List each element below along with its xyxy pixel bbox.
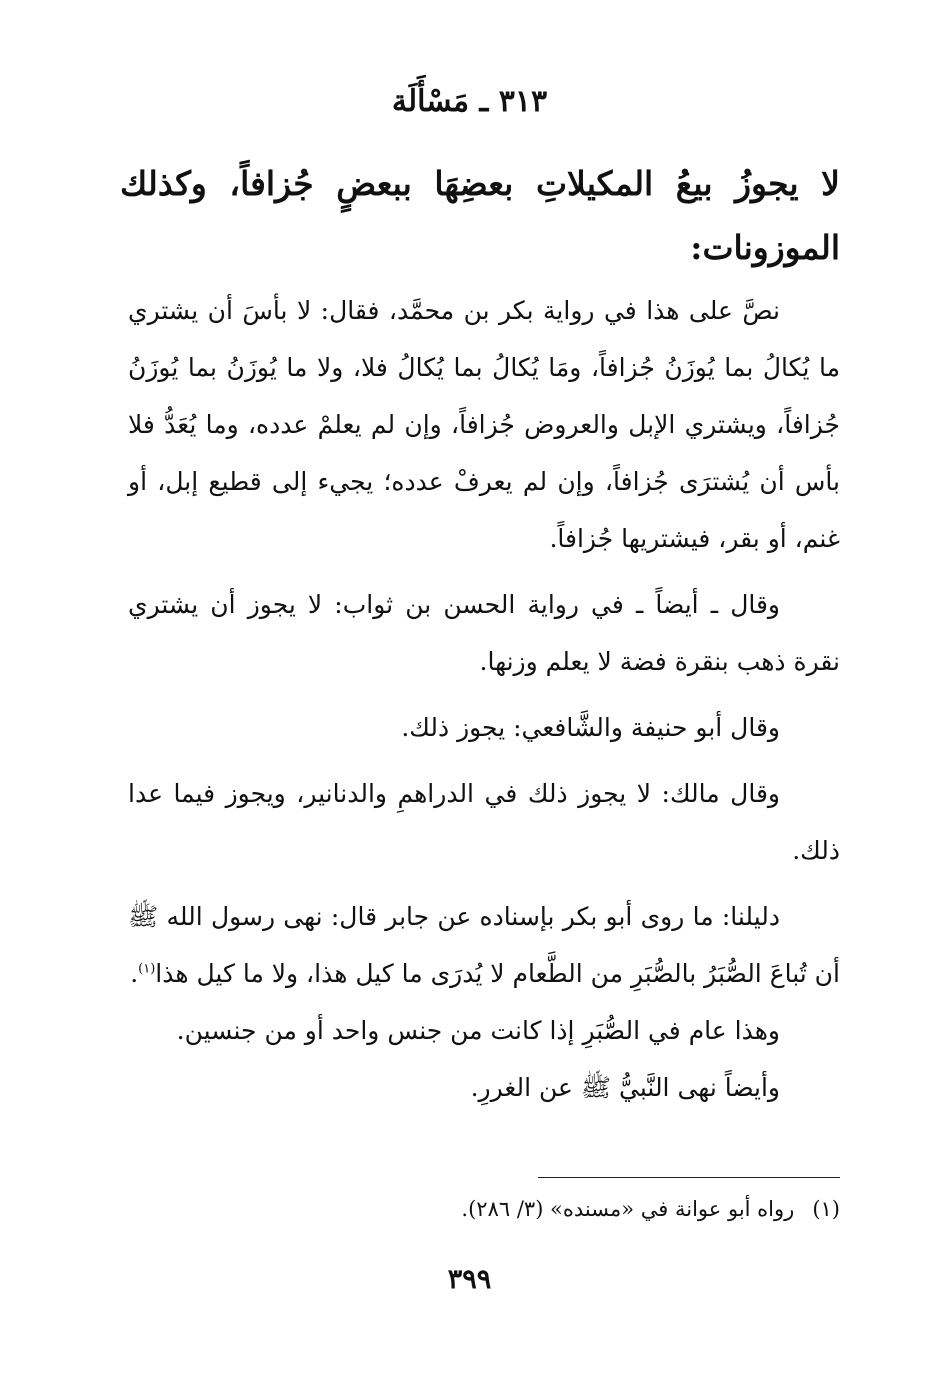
body-text [128, 282, 840, 1116]
issue-heading: ٣١٣ ـ مَسْأَلَة [391, 84, 548, 119]
footnote-divider [538, 1177, 840, 1178]
paragraph-6: وهذا عام في الصُّبَرِ إذا كانت من جنس واحد أو من جنسين. [176, 1016, 780, 1045]
paragraph-5-end: . [130, 959, 139, 988]
footnote-number: (١) [812, 1197, 840, 1221]
paragraph-1: نصَّ على هذا في رواية بكر بن محمَّد، فقال: لا بأسَ أن يشتري ما يُكالُ بما يُوزَنُ جُزافاً، ومَا يُكالُ بما يُكالُ فلا، ولا ما يُوزَنُ بما يُوزَنُ جُزافاً، ويشتري الإبل والعروض جُزافاً، وإن لم يعلمْ عدده، وما يُعَدُّ فلا بأس أن يُشترَى جُزافاً، وإن لم يعرفْ عدده؛ يجيء إلى قطيع إبل، أو غنم، أو بقر، فيشتريها جُزافاً. [128, 296, 840, 553]
paragraph-5 [128, 888, 840, 1002]
footnote-reference: (١) [138, 961, 156, 977]
footnote-text: رواه أبو عوانة في «مسنده» (٣/ ٢٨٦). [461, 1197, 795, 1221]
paragraph-4: وقال مالك: لا يجوز ذلك في الدراهمِ والدنانير، ويجوز فيما عدا ذلك. [128, 779, 840, 865]
paragraph-3: وقال أبو حنيفة والشَّافعي: يجوز ذلك. [401, 713, 780, 742]
page-number: ٣٩٩ [447, 1264, 492, 1295]
paragraph-7: وأيضاً نهى النَّبيُّ ﷺ عن الغررِ. [470, 1073, 780, 1102]
paragraph-5-text: دليلنا: ما روى أبو بكر بإسناده عن جابر قال: نهى رسول الله ﷺ أن تُباعَ الصُّبَرُ بالصُّبَرِ من الطَّعام لا يُدرَى ما كيل هذا، ولا ما كيل هذا [128, 902, 840, 988]
issue-title: لا يجوزُ بيعُ المكيلاتِ بعضِهَا ببعضٍ جُزافاً، وكذلك الموزونات: [120, 164, 840, 267]
footnote [300, 1192, 840, 1226]
paragraph-2: وقال ـ أيضاً ـ في رواية الحسن بن ثواب: لا يجوز أن يشتري نقرة ذهب بنقرة فضة لا يعلم وزنها. [128, 590, 840, 676]
